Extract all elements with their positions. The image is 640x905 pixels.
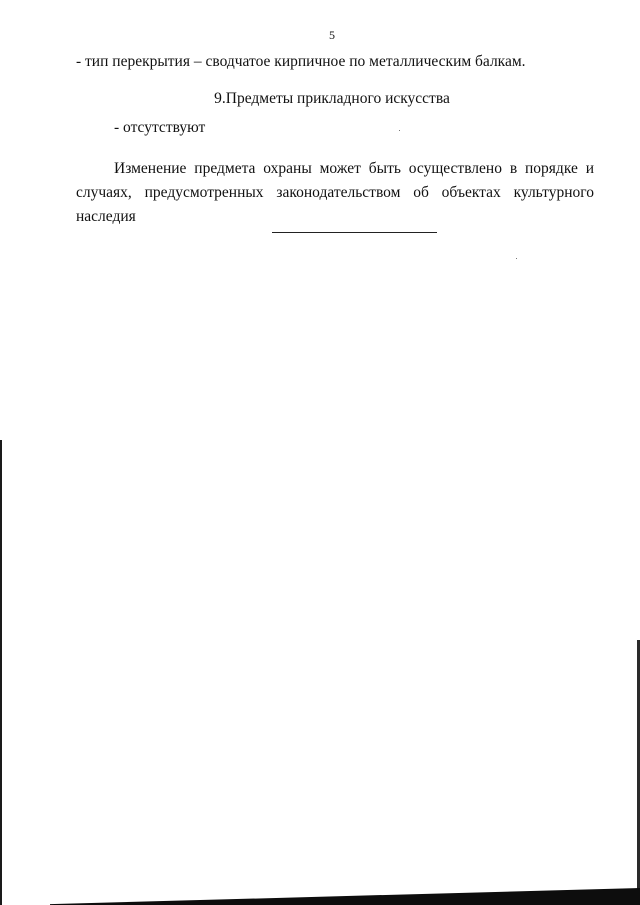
scan-edge-left: [0, 440, 2, 905]
scan-speck: [399, 130, 400, 131]
absent-line: - отсутствуют: [114, 119, 206, 136]
end-divider: [272, 232, 437, 233]
page-number: 5: [329, 28, 335, 42]
protection-change-paragraph: Изменение предмета охраны может быть осуществлено в порядке и случаях, предусмотренных законодательством об объектах культурного наследия: [76, 160, 594, 225]
scan-edge-bottom: [50, 888, 640, 905]
roof-type-line: - тип перекрытия – сводчатое кирпичное по металлическим балкам.: [76, 53, 526, 70]
section-heading: 9.Предметы прикладного искусства: [214, 90, 450, 107]
scan-speck: [516, 258, 517, 259]
